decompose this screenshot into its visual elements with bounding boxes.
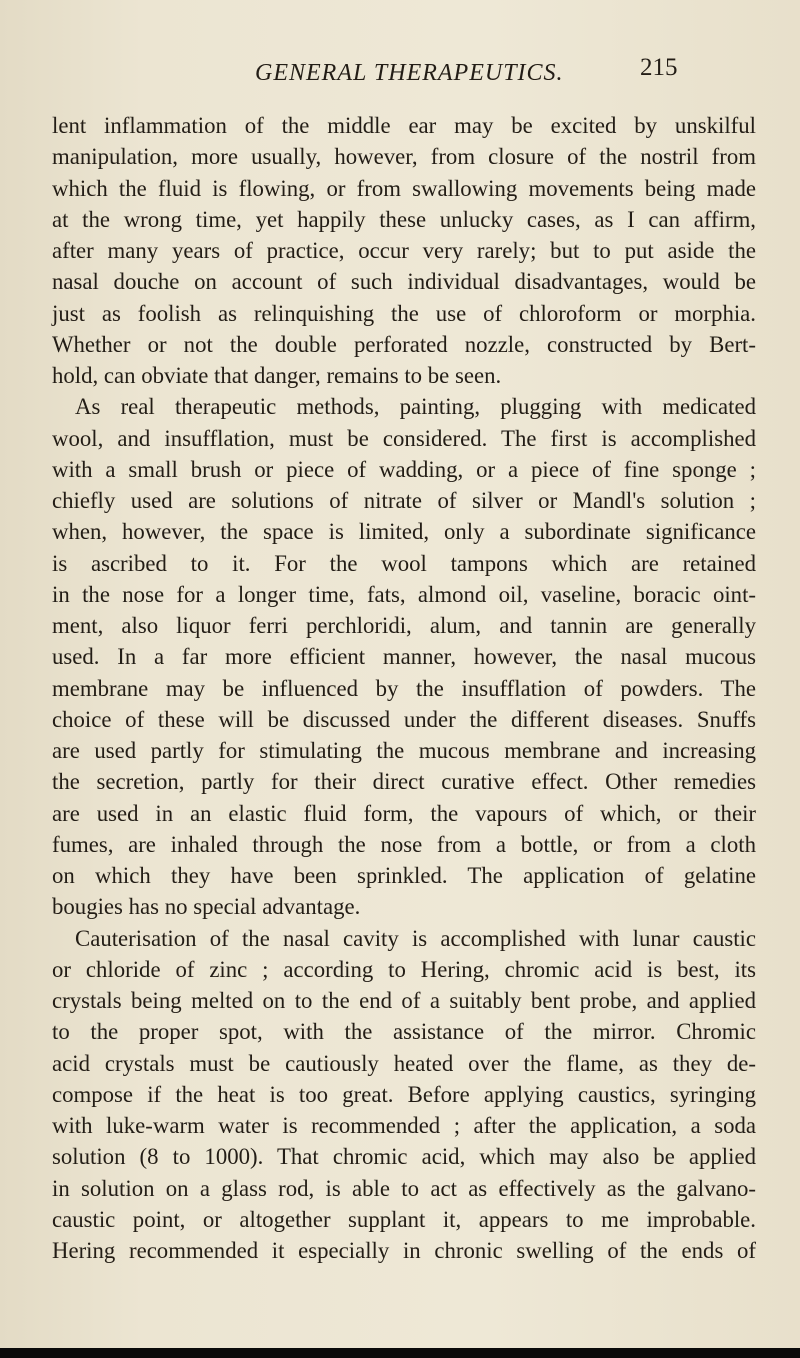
text-line: acid crystals must be cautiously heated over the flame, as they de-	[52, 1050, 756, 1076]
text-line: with luke-warm water is recommended ; after the application, a soda	[52, 1113, 756, 1138]
text-line: with a small brush or piece of wadding, or a piece of fine sponge ;	[52, 456, 756, 482]
scan-edge	[0, 1348, 800, 1358]
text-line: chiefly used are solutions of nitrate of silver or Mandl's solution ;	[52, 488, 756, 513]
text-line: when, however, the space is limited, only a subordinate significance	[52, 519, 756, 545]
text-line: in solution on a glass rod, is able to act as effectively as the galvano-	[52, 1175, 756, 1201]
text-line: at the wrong time, yet happily these unlucky cases, as I can affirm,	[52, 206, 756, 232]
text-line: choice of these will be discussed under the different diseases. Snuffs	[52, 706, 756, 732]
text-line: after many years of practice, occur very rarely; but to put aside the	[52, 238, 756, 263]
text-line: used. In a far more efficient manner, however, the nasal mucous	[52, 644, 756, 670]
paragraph-end-line: hold, can obviate that danger, remains to be seen.	[52, 363, 502, 388]
paragraph-start-line: As real therapeutic methods, painting, plugging with medicated	[75, 394, 756, 420]
text-line: to the proper spot, with the assistance of the mirror. Chromic	[52, 1019, 756, 1045]
paragraph-end-line: bougies has no special advantage.	[52, 894, 361, 920]
page-header	[0, 54, 800, 100]
body-text	[52, 110, 756, 1266]
text-line: just as foolish as relinquishing the use of chloroform or morphia.	[52, 300, 756, 326]
text-line: lent inflammation of the middle ear may be excited by unskilful	[52, 113, 756, 138]
paragraph-start-line: Cauterisation of the nasal cavity is accomplished with lunar caustic	[75, 925, 756, 951]
text-line: the secretion, partly for their direct curative effect. Other remedies	[52, 769, 756, 795]
text-line: Hering recommended it especially in chronic swelling of the ends of	[52, 1238, 756, 1263]
text-line: or chloride of zinc ; according to Hering, chromic acid is best, its	[52, 956, 756, 982]
text-line: fumes, are inhaled through the nose from a bottle, or from a cloth	[52, 831, 756, 857]
text-line: wool, and insufflation, must be considered. The first is accomplished	[52, 425, 756, 451]
text-line: solution (8 to 1000). That chromic acid, which may also be applied	[52, 1144, 756, 1170]
text-line: compose if the heat is too great. Before applying caustics, syringing	[52, 1081, 756, 1107]
text-line: nasal douche on account of such individual disadvantages, would be	[52, 269, 756, 295]
text-line: manipulation, more usually, however, from closure of the nostril from	[52, 144, 756, 170]
running-head: GENERAL THERAPEUTICS.	[255, 60, 564, 86]
text-line: crystals being melted on to the end of a suitably bent probe, and applied	[52, 988, 756, 1013]
page-number: 215	[640, 54, 678, 81]
text-line: ment, also liquor ferri perchloridi, alum, and tannin are generally	[52, 613, 756, 638]
text-line: Whether or not the double perforated nozzle, constructed by Bert-	[52, 331, 756, 357]
text-line: which the fluid is flowing, or from swallowing movements being made	[52, 175, 756, 201]
text-line: on which they have been sprinkled. The application of gelatine	[52, 863, 756, 888]
text-line: are used in an elastic fluid form, the vapours of which, or their	[52, 800, 756, 826]
text-line: membrane may be influenced by the insufflation of powders. The	[52, 675, 756, 701]
text-line: are used partly for stimulating the mucous membrane and increasing	[52, 738, 756, 763]
text-line: is ascribed to it. For the wool tampons which are retained	[52, 550, 756, 576]
text-line: caustic point, or altogether supplant it, appears to me improbable.	[52, 1206, 756, 1232]
text-line: in the nose for a longer time, fats, almond oil, vaseline, boracic oint-	[52, 581, 756, 607]
